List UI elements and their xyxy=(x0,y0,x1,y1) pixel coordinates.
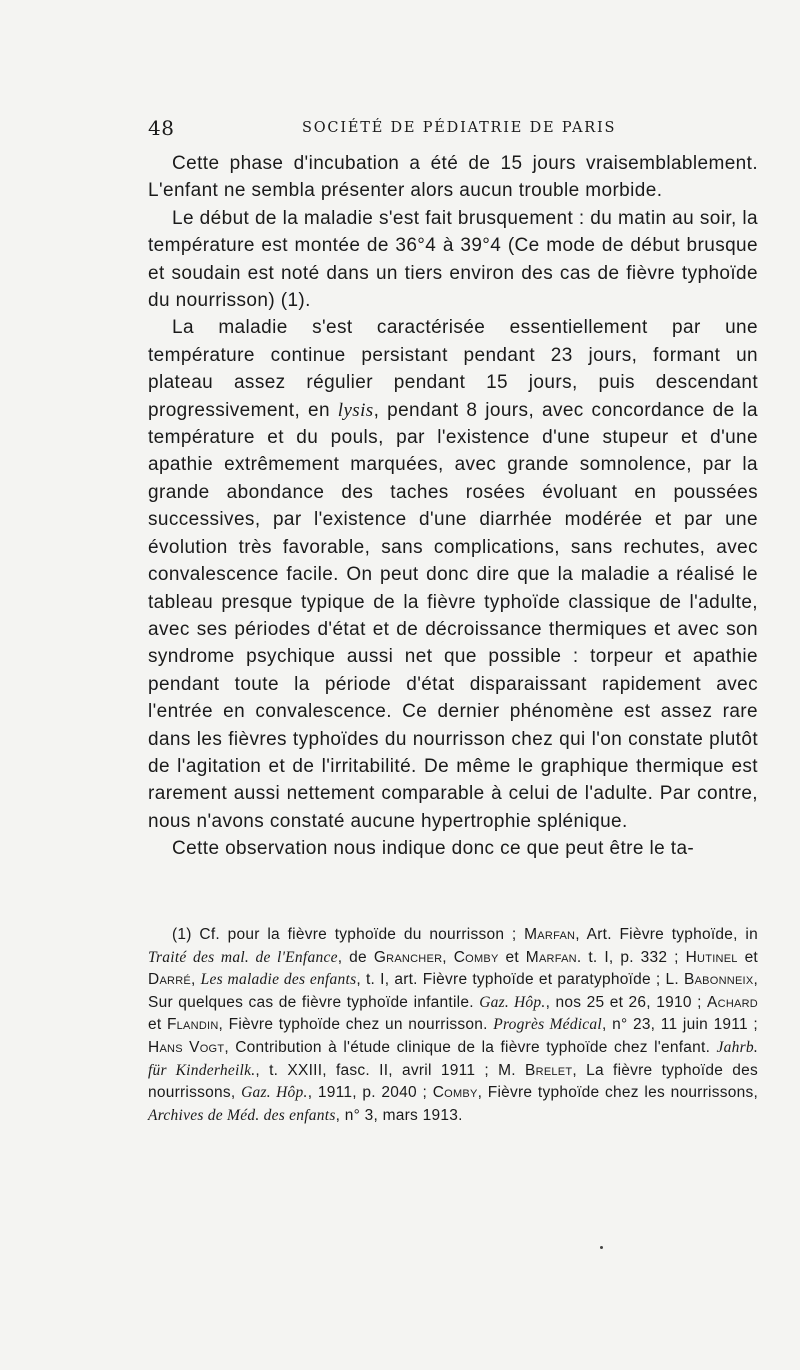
fn-author: Comby xyxy=(432,1084,478,1102)
fn-title: Les maladie des enfants xyxy=(200,971,357,989)
fn-author: Flandin xyxy=(166,1016,219,1034)
paragraph-3-part-b: , pendant 8 jours, avec concordance de la température et du pouls, par l'existence d'une stupeur et d'une apathie extrêmement marquées, avec grande somnolence, par la grande abondance des taches rosées évoluant en poussées successives, par l'existence d'une diarrhée modérée et par une évolution très favorable, sans complications, sans rechutes, avec convalescence facile. On peut donc dire que la maladie a réalisé le tableau presque typique de la fièvre typhoïde classique de l'adulte, avec ses périodes d'état et de décroissance thermiques et avec son syndrome psychique aussi net que possible : torpeur et apathie pendant toute la période d'état disparaissant rapidement avec l'entrée en convalescence. Ce dernier phénomène est assez rare dans les fièvres typhoïdes du nourrisson chez qui l'on constate plutôt de l'agitation et de l'irritabilité. De même le graphique thermique est rarement aussi nettement comparable à celui de l'adulte. Par contre, nous n'avons constaté aucune hypertrophie splénique. xyxy=(148,399,758,832)
fn-text: , de xyxy=(337,948,374,966)
fn-text: , Fièvre typhoïde chez les nourrissons, xyxy=(477,1084,758,1102)
fn-author: Hans Vogt xyxy=(148,1038,225,1056)
italic-lysis: lysis xyxy=(337,399,374,421)
fn-title: Traité des mal. de l'Enfance xyxy=(148,948,338,966)
fn-text: , La fièvre typhoïde des nourrissons, xyxy=(148,1061,758,1102)
fn-title: Gaz. Hôp. xyxy=(241,1084,308,1102)
fn-author: Hutinel xyxy=(685,948,738,966)
fn-title: Jahrb. für Kinderheilk. xyxy=(148,1038,759,1079)
fn-title: Progrès Médical xyxy=(493,1016,602,1034)
fn-text: , Fièvre typhoïde chez un nourrisson. xyxy=(218,1016,494,1034)
fn-text: , n° 3, mars 1913. xyxy=(335,1106,463,1124)
footnote-1 xyxy=(148,924,758,1127)
fn-text: , t. I, art. Fièvre typhoïde et paratyphoïde ; L. xyxy=(356,971,684,989)
fn-author: Achard xyxy=(707,993,758,1011)
page-header xyxy=(148,116,758,144)
fn-author: Grancher xyxy=(373,948,443,966)
fn-author: Comby xyxy=(453,948,499,966)
fn-text: (1) Cf. pour la fièvre typhoïde du nourrisson ; xyxy=(172,926,525,943)
fn-text: , t. XXIII, fasc. II, avril 1911 ; M. xyxy=(255,1061,526,1079)
paragraph-4: Cette observation nous indique donc ce que peut être le ta- xyxy=(172,838,695,860)
fn-text: et xyxy=(148,1016,167,1034)
fn-text: , xyxy=(191,971,201,989)
fn-text: , Sur quelques cas de fièvre typhoïde infantile. xyxy=(148,971,758,1011)
fn-author: Marfan xyxy=(524,926,576,943)
fn-text: , Contribution à l'étude clinique de la fièvre typhoïde chez l'enfant. xyxy=(224,1038,717,1056)
ink-speck xyxy=(600,1246,603,1249)
paragraph-3 xyxy=(148,314,758,835)
fn-author: Babonneix xyxy=(684,971,754,989)
fn-text: , 1911, p. 2040 ; xyxy=(307,1084,433,1102)
fn-text: , xyxy=(442,948,454,966)
fn-author: Darré xyxy=(148,971,192,989)
fn-text: et xyxy=(737,948,758,966)
body-text xyxy=(148,150,758,863)
fn-text: . t. I, p. 332 ; xyxy=(576,948,686,966)
fn-author: Brelet xyxy=(525,1061,573,1079)
page-number: 48 xyxy=(148,116,175,140)
fn-title: Archives de Méd. des enfants xyxy=(148,1106,336,1124)
paragraph-3-part-a: La maladie s'est caractérisée essentiellement par une température continue persistant pendant 23 jours, formant un plateau assez régulier pendant 15 jours, puis descendant progressivement, en xyxy=(148,317,758,421)
paragraph-2: Le début de la maladie s'est fait brusquement : du matin au soir, la température est montée de 36°4 à 39°4 (Ce mode de début brusque et soudain est noté dans un tiers environ des cas de fièvre typhoïde du nourrisson) (1). xyxy=(148,207,758,312)
fn-text: , Art. Fièvre typhoïde, in xyxy=(575,926,758,943)
footnote xyxy=(148,924,758,1127)
fn-text: et xyxy=(498,948,526,966)
paragraph-1: Cette phase d'incubation a été de 15 jours vraisemblablement. L'enfant ne sembla présenter alors aucun trouble morbide. xyxy=(148,153,758,202)
fn-author: Marfan xyxy=(525,948,577,966)
fn-text: , nos 25 et 26, 1910 ; xyxy=(545,993,708,1011)
fn-text: , n° 23, 11 juin 1911 ; xyxy=(602,1016,758,1034)
running-title: SOCIÉTÉ DE PÉDIATRIE DE PARIS xyxy=(302,120,617,136)
fn-title: Gaz. Hôp. xyxy=(479,993,546,1011)
